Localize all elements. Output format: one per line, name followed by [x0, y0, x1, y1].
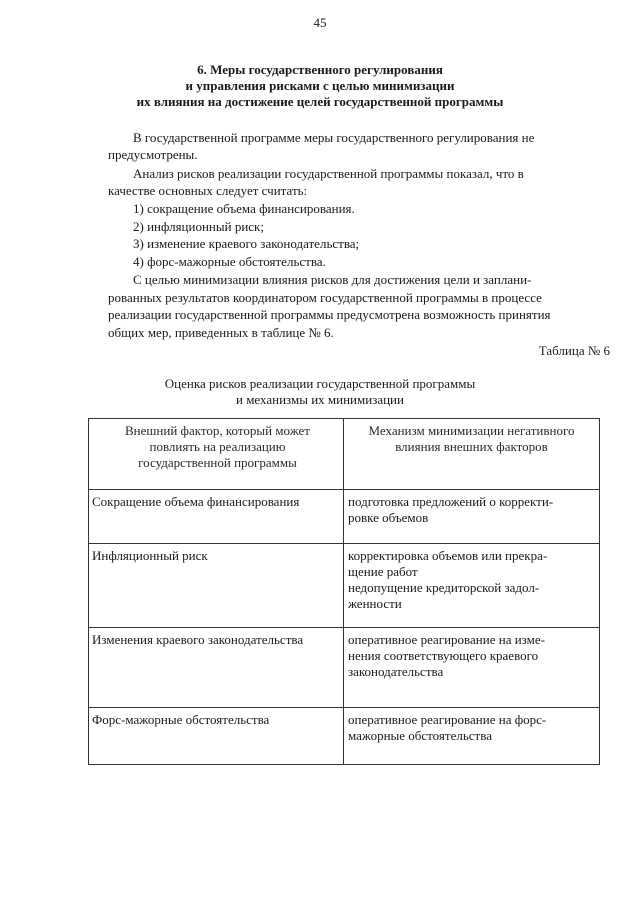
table-title-line: Оценка рисков реализации государственной программы: [164, 376, 476, 391]
page-number: 45: [313, 15, 327, 30]
header-text: повлиять на реализацию: [149, 439, 286, 454]
paragraph-line: качестве основных следует считать:: [108, 183, 308, 198]
header-text: Внешний фактор, который может: [125, 423, 310, 438]
table-row: [89, 489, 599, 544]
list-item: 3) изменение краевого законодательства;: [133, 236, 360, 251]
list-item: 2) инфляционный риск;: [133, 219, 264, 234]
table-header-row: [89, 419, 599, 489]
table-row: [89, 627, 599, 708]
table-title: [100, 376, 540, 408]
section-heading: [60, 62, 580, 110]
measure-text: оперативное реагирование на изме-: [348, 632, 545, 647]
measure-text: законодательства: [348, 664, 444, 679]
table-label: Таблица № 6: [538, 343, 610, 358]
paragraph-line: реализации государственной программы предусмотрена возможность принятия: [108, 307, 551, 322]
table-row: [89, 543, 599, 628]
paragraph-line: С целью минимизации влияния рисков для достижения цели и заплани-: [133, 272, 532, 287]
measure-cell: [344, 490, 599, 544]
header-cell-mechanism: [344, 419, 599, 489]
factor-cell: [89, 708, 344, 765]
measure-text: недопущение кредиторской задол-: [348, 580, 540, 595]
heading-line: и управления рисками с целью минимизации: [185, 78, 455, 93]
list-item: 4) форс-мажорные обстоятельства.: [133, 254, 326, 269]
risk-table: [88, 418, 600, 765]
header-text: Механизм минимизации негативного: [368, 423, 575, 438]
paragraph-line: предусмотрены.: [108, 147, 198, 162]
measure-text: мажорные обстоятельства: [348, 728, 492, 743]
measure-text: корректировка объемов или прекра-: [348, 548, 548, 563]
paragraph-line: В государственной программе меры государственного регулирования не: [133, 130, 535, 145]
measure-text: оперативное реагирование на форс-: [348, 712, 547, 727]
factor-text: Инфляционный риск: [92, 548, 208, 563]
paragraph-line: общих мер, приведенных в таблице № 6.: [108, 325, 334, 340]
factor-cell: [89, 490, 344, 544]
list-item: 1) сокращение объема финансирования.: [133, 201, 355, 216]
heading-line: их влияния на достижение целей государственной программы: [136, 94, 504, 109]
table-title-line: и механизмы их минимизации: [236, 392, 404, 407]
factor-text: Сокращение объема финансирования: [92, 494, 300, 509]
header-text: влияния внешних факторов: [395, 439, 548, 454]
factor-cell: [89, 544, 344, 628]
measure-text: подготовка предложений о корректи-: [348, 494, 554, 509]
table-row: [89, 707, 599, 765]
measure-text: нения соответствующего краевого: [348, 648, 539, 663]
measure-cell: [344, 628, 599, 708]
header-cell-factor: [89, 419, 344, 489]
measure-cell: [344, 544, 599, 628]
measure-text: женности: [348, 596, 402, 611]
paragraph-line: Анализ рисков реализации государственной программы показал, что в: [133, 166, 524, 181]
paragraph-line: рованных результатов координатором государственной программы в процессе: [108, 290, 542, 305]
factor-cell: [89, 628, 344, 708]
heading-line: 6. Меры государственного регулирования: [197, 62, 443, 77]
factor-text: Изменения краевого законодательства: [92, 632, 304, 647]
header-text: государственной программы: [138, 455, 297, 470]
measure-text: щение работ: [348, 564, 418, 579]
measure-cell: [344, 708, 599, 765]
measure-text: ровке объемов: [348, 510, 429, 525]
factor-text: Форс-мажорные обстоятельства: [92, 712, 270, 727]
